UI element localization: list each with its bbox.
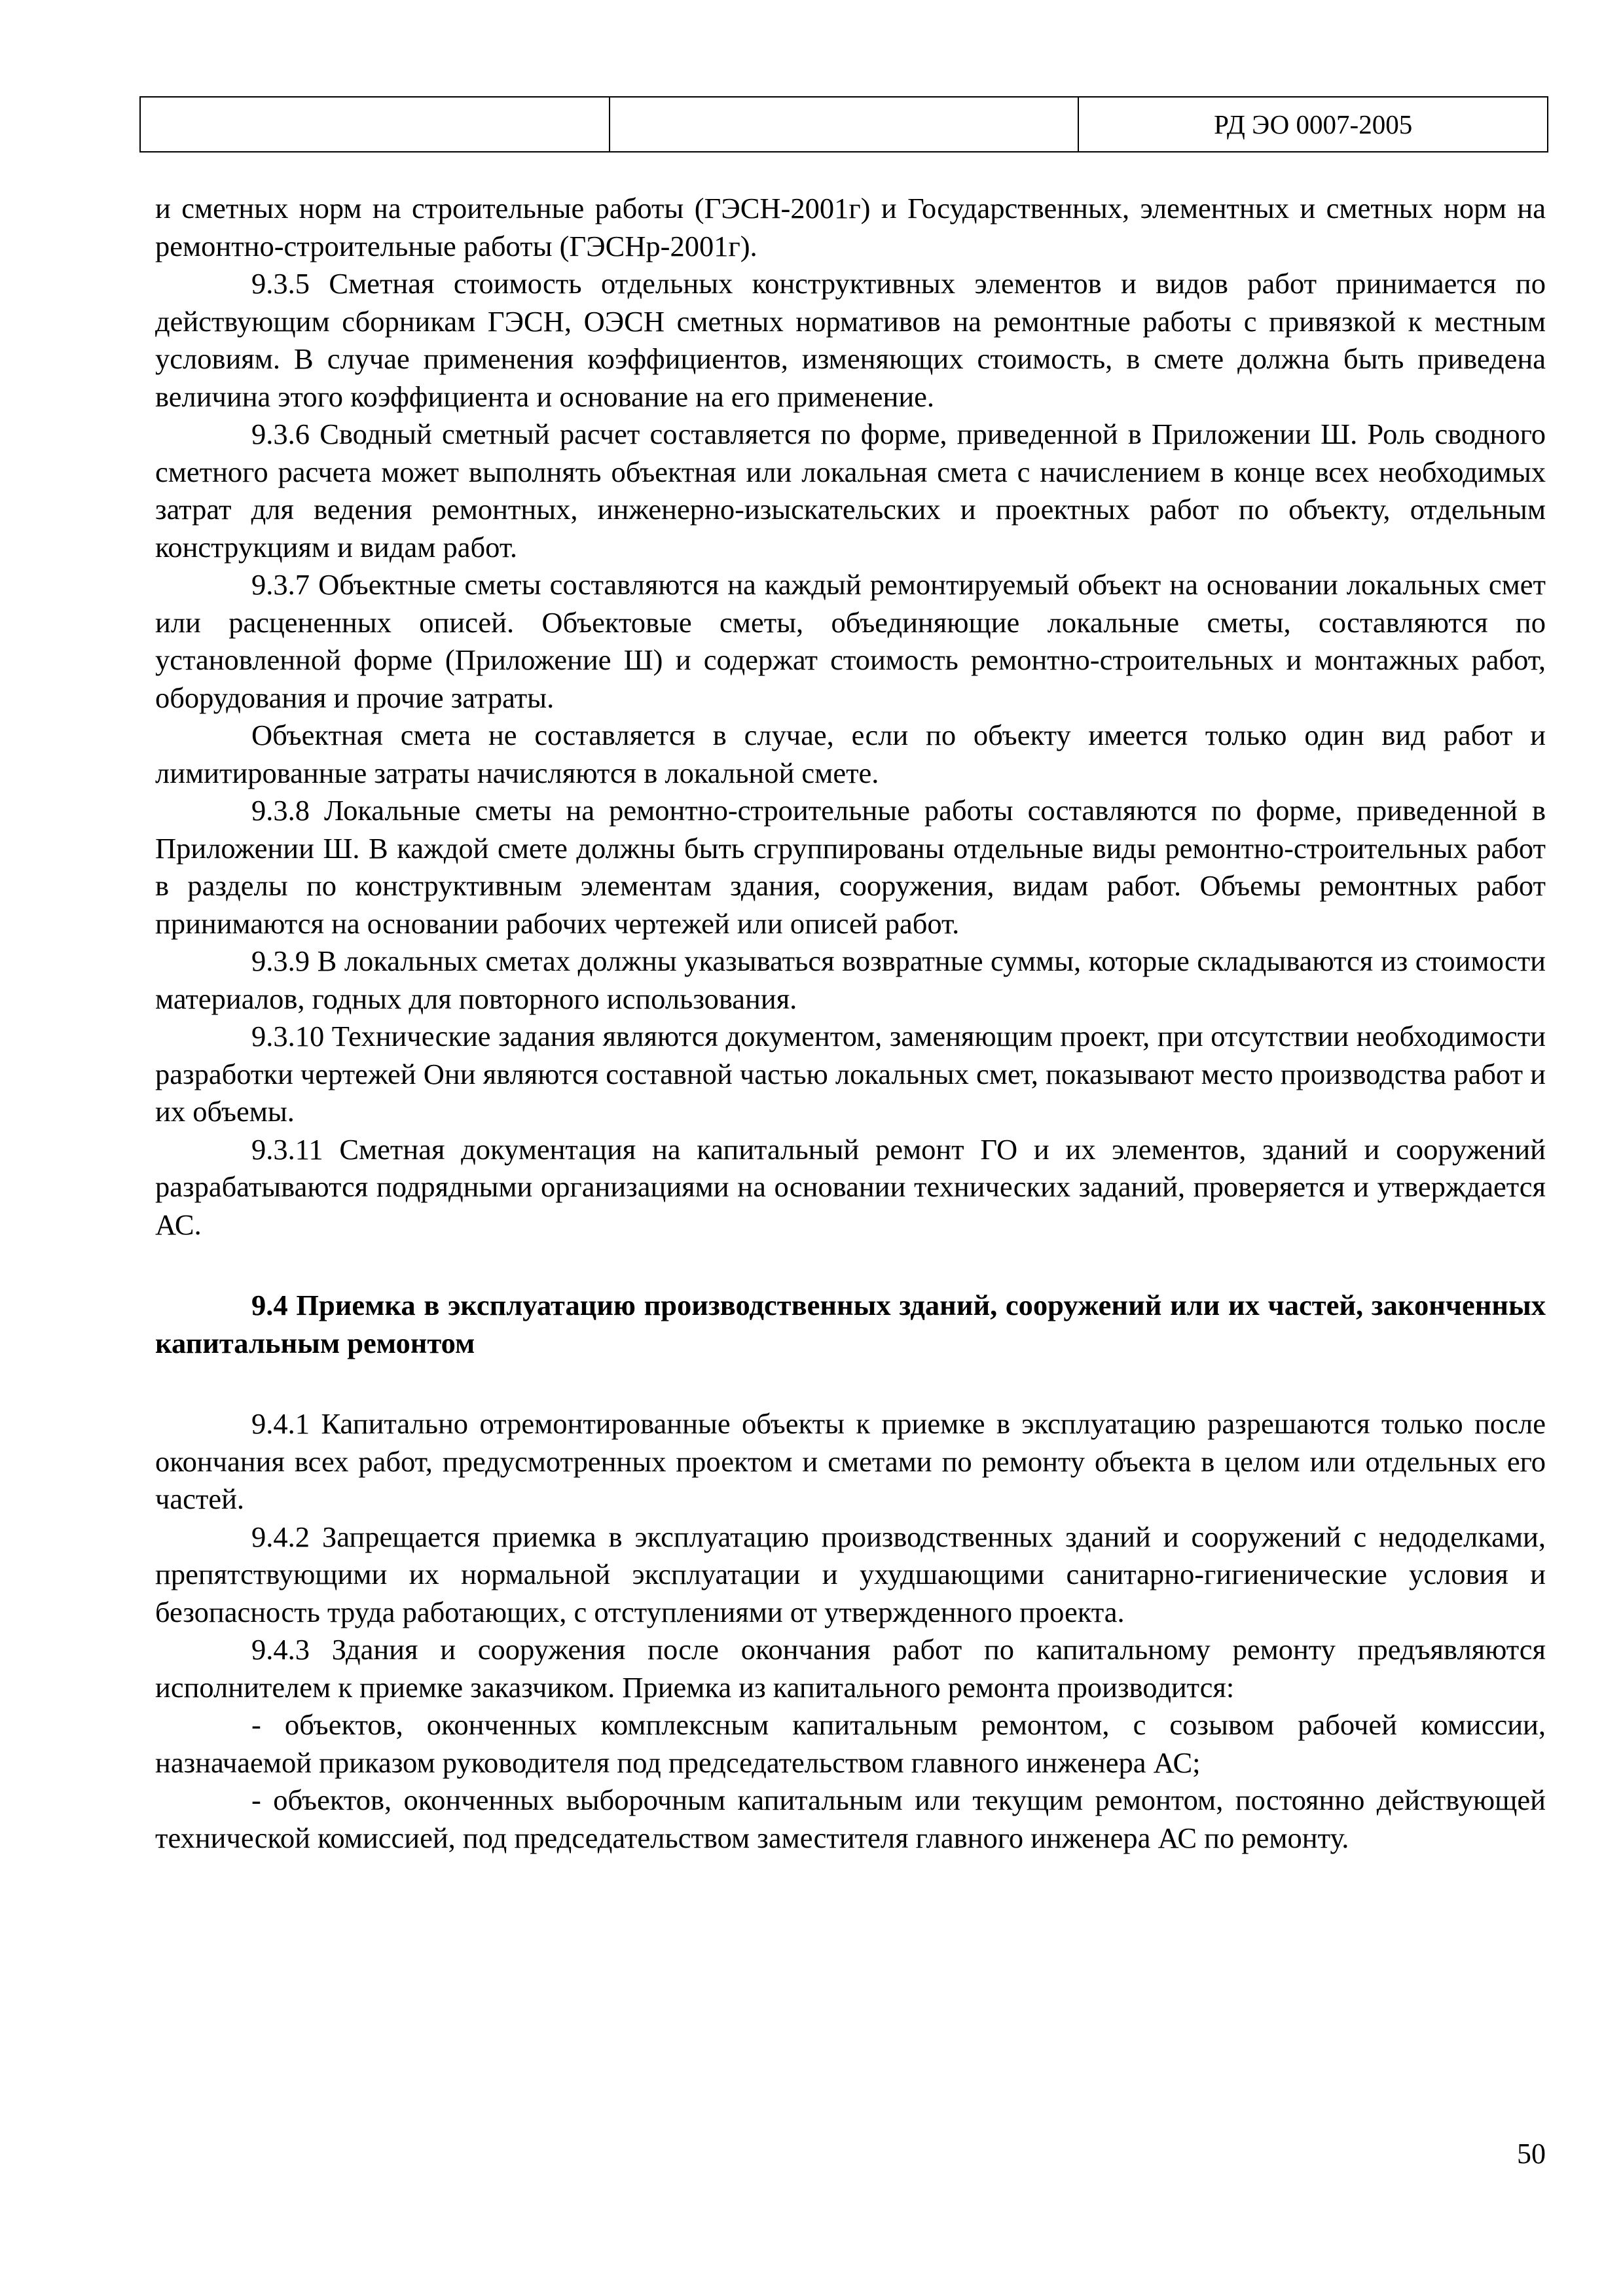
paragraph-9-3-5: 9.3.5 Сметная стоимость отдельных конструктивных элементов и видов работ принимается по действующим сборникам ГЭСН, ОЭСН сметных нормативов на ремонтные работы с привязкой к местным условиям. В случае применения коэффициентов, изменяющих стоимость, в смете должна быть приведена величина этого коэффициента и основание на его применение. [155, 267, 1546, 413]
document-header-table [139, 96, 1548, 152]
paragraph-9-3-10: 9.3.10 Технические задания являются документом, заменяющим проект, при отсутствии необходимости разработки чертежей Они являются составной частью локальных смет, показывают место производства работ и их объемы. [155, 1020, 1546, 1128]
header-cell-document-code: РД ЭО 0007-2005 [1214, 109, 1413, 139]
paragraph-continuation: и сметных норм на строительные работы (ГЭСН-2001г) и Государственных, элементных и сметных норм на ремонтно-строительные работы (ГЭСНр-2001г). [155, 192, 1546, 262]
paragraph-9-4-1: 9.4.1 Капитально отремонтированные объекты к приемке в эксплуатацию разрешаются только после окончания всех работ, предусмотренных проектом и сметами по ремонту объекта в целом или отдельных его частей. [155, 1407, 1546, 1515]
paragraph-9-3-9: 9.3.9 В локальных сметах должны указываться возвратные суммы, которые складываются из стоимости материалов, годных для повторного использования. [155, 944, 1546, 1015]
page-number: 50 [1517, 2138, 1546, 2170]
paragraph-9-3-8: 9.3.8 Локальные сметы на ремонтно-строительные работы составляются по форме, приведенной в Приложении Ш. В каждой смете должны быть сгруппированы отдельные виды ремонтно-строительных работ в разделы по конструктивным элементам здания, сооружения, видам работ. Объемы ремонтных работ принимаются на основании рабочих чертежей или описей работ. [155, 794, 1546, 940]
list-item-selective-repair: - объектов, оконченных выборочным капитальным или текущим ремонтом, постоянно действующей технической комиссией, под председательством заместителя главного инженера АС по ремонту. [155, 1784, 1546, 1854]
section-heading-9-4: 9.4 Приемка в эксплуатацию производственных зданий, сооружений или их частей, законченных капитальным ремонтом [155, 1289, 1546, 1359]
header-cell-middle [610, 98, 1080, 151]
paragraph-9-3-7: 9.3.7 Объектные сметы составляются на каждый ремонтируемый объект на основании локальных смет или расцененных описей. Объектовые сметы, объединяющие локальные сметы, составляются по установленной форме (Приложение Ш) и содержат стоимость ремонтно-строительных и монтажных работ, оборудования и прочие затраты. [155, 568, 1546, 714]
list-item-complex-repair: - объектов, оконченных комплексным капитальным ремонтом, с созывом рабочей комиссии, назначаемой приказом руководителя под председательством главного инженера АС; [155, 1708, 1546, 1779]
paragraph-9-4-3: 9.4.3 Здания и сооружения после окончания работ по капитальному ремонту предъявляются исполнителем к приемке заказчиком. Приемка из капитального ремонта производится: [155, 1633, 1546, 1704]
paragraph-9-3-6: 9.3.6 Сводный сметный расчет составляется по форме, приведенной в Приложении Ш. Роль сводного сметного расчета может выполнять объектная или локальная смета с начислением в конце всех необходимых затрат для ведения ремонтных, инженерно-изыскательских и проектных работ по объекту, отдельным конструкциям и видам работ. [155, 418, 1546, 564]
paragraph-9-3-11: 9.3.11 Сметная документация на капитальный ремонт ГО и их элементов, зданий и сооружений разрабатываются подрядными организациями на основании технических заданий, проверяется и утверждается АС. [155, 1132, 1546, 1241]
paragraph-object-estimate: Объектная смета не составляется в случае, если по объекту имеется только один вид работ и лимитированные затраты начисляются в локальной смете. [155, 719, 1546, 789]
header-cell-left [141, 98, 610, 151]
paragraph-9-4-2: 9.4.2 Запрещается приемка в эксплуатацию производственных зданий и сооружений с недоделками, препятствующими их нормальной эксплуатации и ухудшающими санитарно-гигиенические условия и безопасность труда работающих, с отступлениями от утвержденного проекта. [155, 1520, 1546, 1628]
document-body [155, 190, 1546, 1857]
